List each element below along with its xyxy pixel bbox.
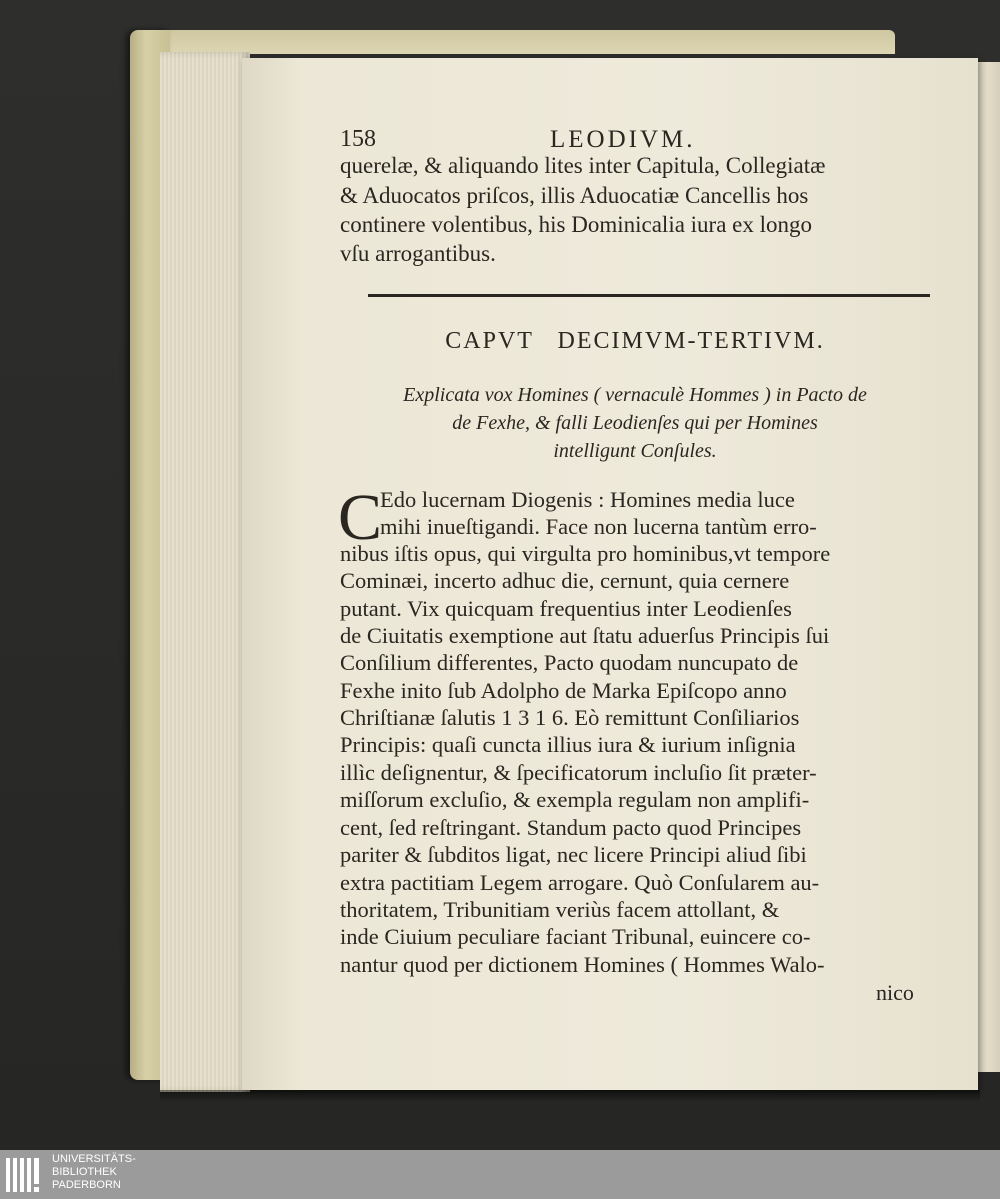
body-line: pariter & ſubditos ligat, nec licere Principi aliud ſibi (340, 842, 807, 867)
page-edges (160, 52, 250, 1092)
page-number: 158 (340, 126, 376, 152)
body-line: mihi inueſtigandi. Face non lucerna tantùm erro- (380, 514, 817, 539)
body-line: Fexhe inito ſub Adolpho de Marka Epiſcopo anno (340, 678, 787, 703)
chapter-summary-line: de Fexhe, & falli Leodienſes qui per Homines (452, 412, 818, 434)
chapter-title: CAPVT DECIMVM-TERTIVM. (445, 328, 825, 354)
page-shadow (160, 1090, 980, 1102)
body-line: Principis: quaſi cuncta illius iura & iurium inſignia (340, 732, 796, 757)
body-line: miſſorum excluſio, & exempla regulam non amplifi- (340, 787, 810, 812)
body-line: cent, ſed reſtringant. Standum pacto quod Principes (340, 815, 802, 840)
body-line: inde Ciuium peculiare faciant Tribunal, euincere co- (340, 924, 811, 949)
top-paragraph-line: continere volentibus, his Dominicalia iura ex longo (340, 212, 813, 237)
library-logo-icon (4, 1154, 44, 1196)
body-line: Cominæi, incerto adhuc die, cernunt, quia cernere (340, 568, 790, 593)
body-line: putant. Vix quicquam frequentius inter Leodienſes (340, 596, 792, 621)
top-paragraph-line: querelæ, & aliquando lites inter Capitula, Collegiatæ (340, 153, 826, 178)
logo-line: BIBLIOTHEK (52, 1166, 117, 1178)
logo-line: PADERBORN (52, 1179, 121, 1191)
chapter-summary-line: intelligunt Conſules. (553, 440, 717, 462)
chapter-summary-line: Explicata vox Homines ( vernaculè Hommes ) in Pacto de (403, 384, 867, 406)
section-divider-rule (368, 294, 930, 297)
body-line: nibus iſtis opus, qui virgulta pro hominibus,vt tempore (340, 541, 831, 566)
catchword: nico (876, 980, 914, 1005)
body-line: Conſilium differentes, Pacto quodam nuncupato de (340, 650, 799, 675)
body-line: thoritatem, Tribunitiam veriùs facem attollant, & (340, 897, 780, 922)
running-title: LEODIVM. (550, 126, 696, 153)
body-line: de Ciuitatis exemptione aut ſtatu aduerſus Principis ſui (340, 623, 830, 648)
body-line: extra pactitiam Legem arrogare. Quò Conſularem au- (340, 870, 820, 895)
body-line: nantur quod per dictionem Homines ( Hommes Walo- (340, 952, 825, 977)
drop-cap: C (338, 481, 383, 554)
library-footer-bar (0, 1150, 1000, 1199)
library-logo-text (52, 1153, 136, 1192)
body-line: illìc deſignentur, & ſpecificatorum incluſio ſit præter- (340, 760, 817, 785)
body-line: Chriſtianæ ſalutis 1 3 1 6. Eò remittunt Conſiliarios (340, 705, 800, 730)
top-paragraph-line: vſu arrogantibus. (340, 241, 496, 266)
top-paragraph-line: & Aduocatos priſcos, illis Aduocatiæ Cancellis hos (340, 183, 809, 208)
book-cover-top-edge (150, 30, 895, 54)
body-line: Edo lucernam Diogenis : Homines media luce (380, 487, 795, 512)
logo-line: UNIVERSITÄTS- (52, 1153, 136, 1165)
